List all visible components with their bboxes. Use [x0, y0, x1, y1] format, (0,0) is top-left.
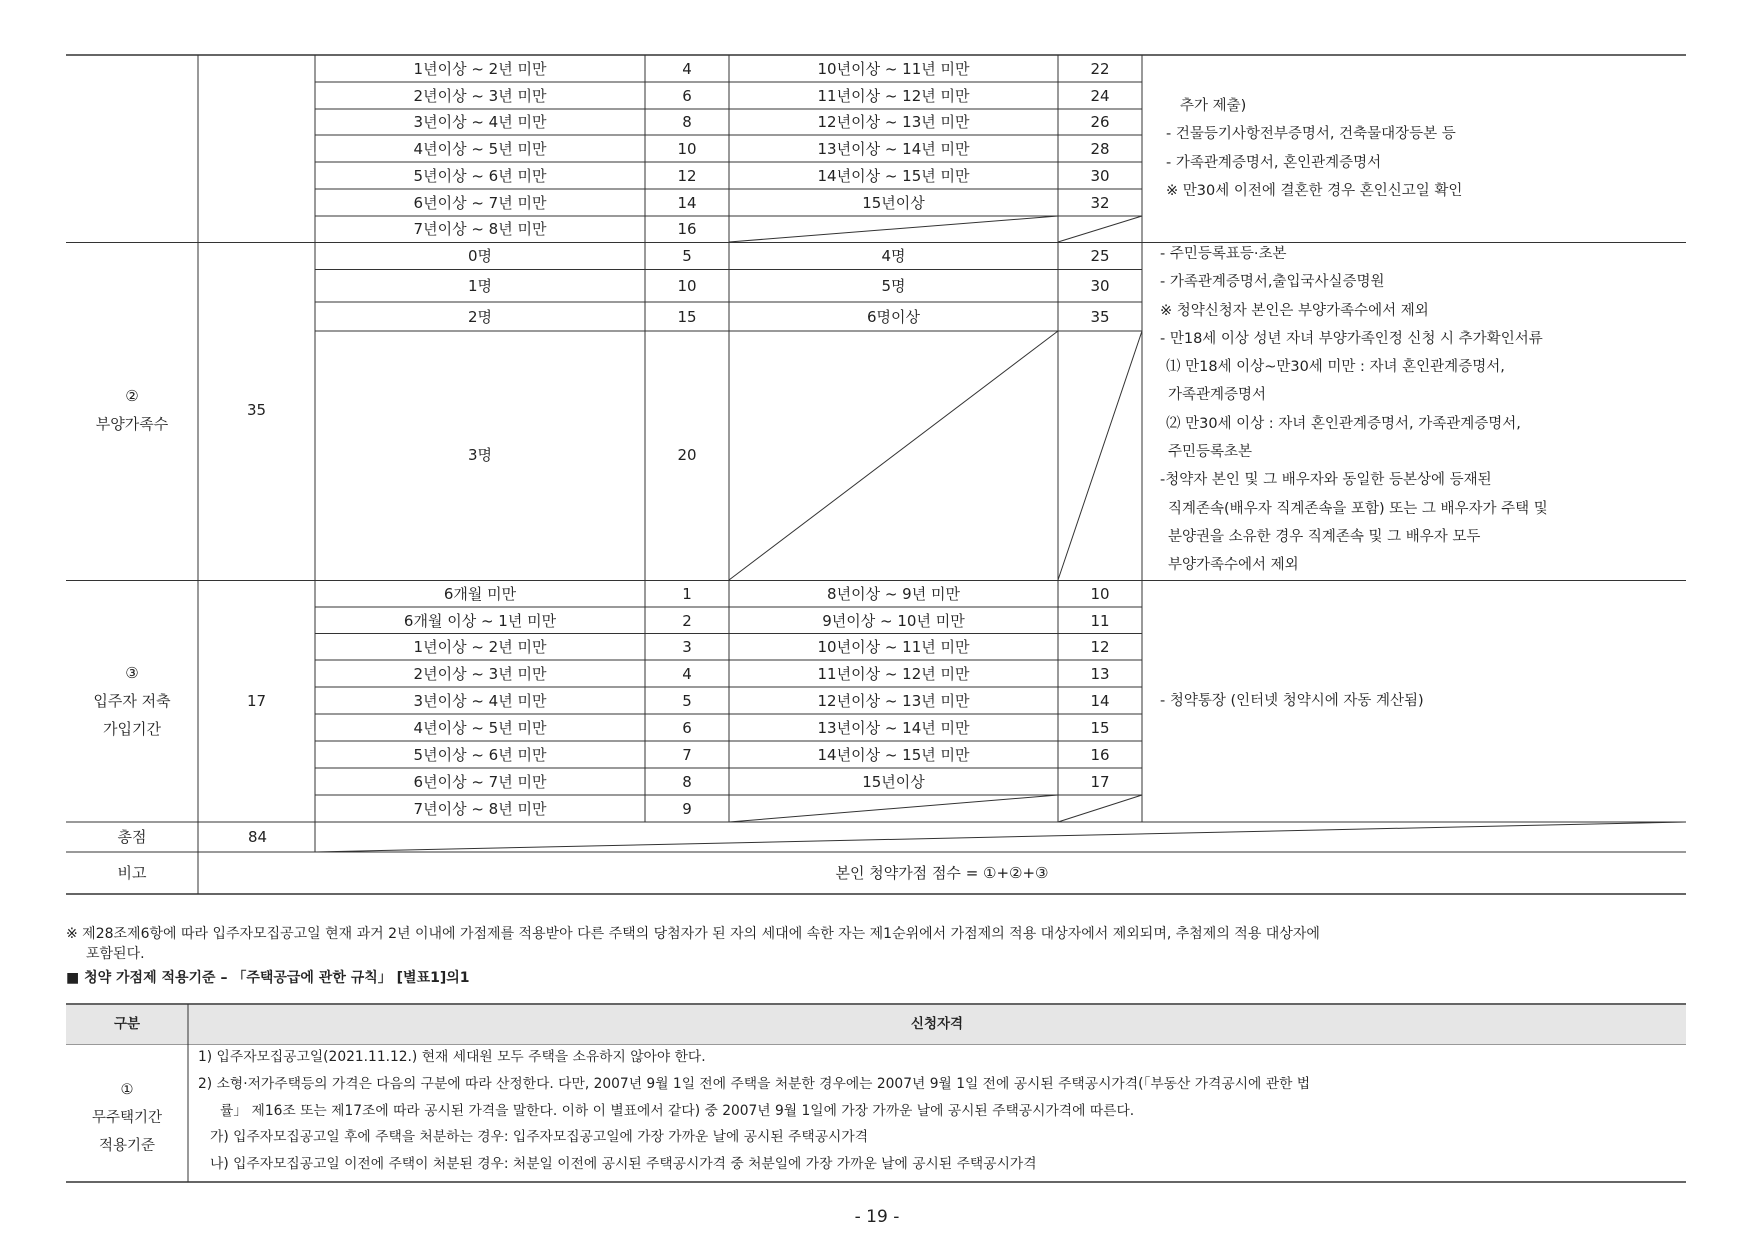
- range-cell: 6년이상 ~ 7년 미만: [413, 193, 547, 212]
- doc-line: ※ 청약신청자 본인은 부양가족수에서 제외: [1160, 302, 1429, 319]
- score-cell: 17: [1090, 772, 1110, 791]
- score-cell: 8: [682, 113, 692, 131]
- note-text: 본인 청약가점 점수 = ①+②+③: [835, 864, 1049, 882]
- score-cell: 15: [1090, 718, 1110, 737]
- category-number: ①: [120, 1082, 134, 1098]
- bottom-header-col2: 신청자격: [910, 1016, 964, 1032]
- range-cell: 2년이상 ~ 3년 미만: [413, 86, 547, 105]
- range-cell: 5년이상 ~ 6년 미만: [413, 166, 547, 185]
- doc-line: - 만18세 이상 성년 자녀 부양가족인정 신청 시 추가확인서류: [1160, 330, 1543, 347]
- marriage-docs: [1166, 92, 1462, 205]
- doc-line: 가족관계증명서: [1168, 387, 1267, 404]
- category-number: ②: [125, 387, 139, 405]
- score-cell: 6: [682, 86, 692, 105]
- score-cell: 32: [1090, 193, 1110, 212]
- range-cell: 4년이상 ~ 5년 미만: [413, 718, 547, 737]
- criteria-line: 1) 입주자모집공고일(2021.11.12.) 현재 세대원 모두 주택을 소유하지 않아야 한다.: [198, 1049, 706, 1065]
- range-cell: 1년이상 ~ 2년 미만: [413, 59, 547, 78]
- doc-line: -청약자 본인 및 그 배우자와 동일한 등본상에 등재된: [1160, 472, 1492, 489]
- doc-line: - 청약통장 (인터넷 청약시에 자동 계산됨): [1160, 693, 1424, 709]
- range-cell: 2명: [467, 307, 493, 326]
- category-dependents: [66, 380, 198, 440]
- criteria-line: 2) 소형·저가주택등의 가격은 다음의 구분에 따라 산정한다. 다만, 2007년 9월 1일 전에 주택을 처분한 경우에는 2007년 9월 1일 전에 공시된 주택공시가격(「부동산 가격공시에 관한 법: [198, 1075, 1311, 1092]
- range-cell: 10년이상 ~ 11년 미만: [817, 638, 970, 656]
- score-cell: 12: [677, 166, 697, 185]
- score-cell: 13: [1090, 664, 1110, 683]
- category-savings: [66, 656, 198, 746]
- range-cell: 12년이상 ~ 13년 미만: [817, 691, 970, 710]
- score-cell: 9: [682, 799, 692, 818]
- savings-docs: [1160, 687, 1424, 715]
- score-cell: 30: [1090, 166, 1110, 185]
- footnote-line-1: ※ 제28조제6항에 따라 입주자모집공고일 현재 과거 2년 이내에 가점제를 적용받아 다른 주택의 당첨자가 된 자의 세대에 속한 자는 제1순위에서 가점제의 적용 대상자에서 제외되며, 추첨제의 적용 대상자에: [66, 926, 1320, 942]
- criteria-line: 나) 입주자모집공고일 이전에 주택이 처분된 경우: 처분일 이전에 공시된 주택공시가격 중 처분일에 가장 가까운 날에 공시된 주택공시가격: [210, 1156, 1037, 1173]
- score-cell: 14: [1090, 691, 1110, 710]
- doc-line: - 가족관계증명서,출입국사실증명원: [1160, 274, 1385, 291]
- score-cell: 7: [682, 745, 692, 764]
- range-cell: 15년이상: [862, 772, 925, 791]
- bottom-header-col1: 구분: [113, 1016, 141, 1032]
- range-cell: 11년이상 ~ 12년 미만: [817, 664, 970, 683]
- score-cell: 10: [1090, 585, 1110, 603]
- range-cell: 2년이상 ~ 3년 미만: [413, 664, 547, 683]
- score-cell: 25: [1090, 247, 1110, 265]
- score-cell: 28: [1090, 139, 1110, 158]
- category-label: 가입기간: [103, 720, 161, 738]
- range-cell: 0명: [467, 247, 493, 265]
- range-cell: 3년이상 ~ 4년 미만: [413, 113, 547, 131]
- doc-line: - 주민등록표등·초본: [1160, 246, 1287, 262]
- score-cell: 10: [677, 139, 697, 158]
- score-cell: 12: [1090, 638, 1110, 656]
- category-label: 입주자 저축: [93, 692, 171, 710]
- range-cell: 8년이상 ~ 9년 미만: [827, 585, 960, 603]
- doc-line: 추가 제출): [1180, 98, 1247, 114]
- score-cell: 15: [677, 307, 697, 326]
- range-cell: 13년이상 ~ 14년 미만: [817, 139, 970, 158]
- score-cell: 16: [1090, 745, 1110, 764]
- range-cell: 6년이상 ~ 7년 미만: [413, 772, 547, 791]
- range-cell: 10년이상 ~ 11년 미만: [817, 59, 970, 78]
- score-cell: 2: [682, 611, 692, 630]
- score-cell: 30: [1090, 277, 1110, 295]
- bottom-category: [66, 1070, 188, 1166]
- category-label: 부양가족수: [95, 415, 169, 433]
- range-cell: 14년이상 ~ 15년 미만: [817, 166, 970, 185]
- score-cell: 5: [682, 247, 692, 265]
- bottom-criteria-lines: [198, 1044, 1310, 1178]
- score-cell: 11: [1090, 611, 1110, 630]
- range-cell: 1명: [467, 277, 493, 295]
- range-cell: 11년이상 ~ 12년 미만: [817, 86, 970, 105]
- range-cell: 6명이상: [866, 307, 920, 326]
- range-cell: 13년이상 ~ 14년 미만: [817, 718, 970, 737]
- score-cell: 16: [677, 220, 697, 238]
- range-cell: 4명: [881, 247, 906, 265]
- category-label: 무주택기간: [91, 1110, 163, 1126]
- score-cell: 8: [682, 772, 692, 791]
- doc-line: - 건물등기사항전부증명서, 건축물대장등본 등: [1166, 126, 1456, 143]
- range-cell: 3명: [467, 446, 493, 464]
- range-cell: 9년이상 ~ 10년 미만: [822, 611, 965, 630]
- range-cell: 7년이상 ~ 8년 미만: [413, 220, 547, 238]
- doc-line: ⑴ 만18세 이상~만30세 미만 : 자녀 혼인관계증명서,: [1166, 359, 1505, 376]
- doc-line: 직계존속(배우자 직계존속을 포함) 또는 그 배우자가 주택 및: [1168, 500, 1548, 517]
- doc-line: 분양권을 소유한 경우 직계존속 및 그 배우자 모두: [1168, 528, 1481, 545]
- range-cell: 4년이상 ~ 5년 미만: [413, 139, 547, 158]
- doc-line: ※ 만30세 이전에 결혼한 경우 혼인신고일 확인: [1166, 182, 1463, 199]
- range-cell: 15년이상: [862, 193, 925, 212]
- score-cell: 3: [682, 638, 692, 656]
- score-cell: 20: [677, 446, 697, 464]
- criteria-line: 률」 제16조 또는 제17조에 따라 공시된 가격을 말한다. 이하 이 별표에서 같다) 중 2007년 9월 1일에 가장 가까운 날에 공시된 주택공시가격에 따른다.: [220, 1102, 1135, 1119]
- score-cell: 14: [677, 193, 697, 212]
- category-number: ③: [125, 664, 139, 682]
- range-cell: 12년이상 ~ 13년 미만: [817, 113, 970, 131]
- footnote-line-2: 포함된다.: [86, 946, 145, 962]
- score-cell: 6: [682, 718, 692, 737]
- max-score: 17: [246, 692, 267, 710]
- score-cell: 4: [682, 59, 692, 78]
- score-cell: 24: [1090, 86, 1110, 105]
- range-cell: 1년이상 ~ 2년 미만: [413, 638, 547, 656]
- range-cell: 7년이상 ~ 8년 미만: [413, 799, 547, 818]
- total-label: 총점: [117, 828, 147, 846]
- score-cell: 26: [1090, 113, 1110, 131]
- criteria-line: 가) 입주자모집공고일 후에 주택을 처분하는 경우: 입주자모집공고일에 가장 가까운 날에 공시된 주택공시가격: [210, 1129, 869, 1146]
- score-cell: 1: [682, 585, 692, 603]
- dependents-docs: [1160, 240, 1548, 580]
- doc-line: 부양가족수에서 제외: [1168, 557, 1299, 574]
- range-cell: 5년이상 ~ 6년 미만: [413, 745, 547, 764]
- note-label: 비고: [117, 864, 147, 882]
- range-cell: 6개월 이상 ~ 1년 미만: [403, 611, 557, 630]
- range-cell: 14년이상 ~ 15년 미만: [817, 745, 970, 764]
- max-score: 35: [246, 401, 267, 419]
- score-cell: 35: [1090, 307, 1110, 326]
- total-value: 84: [248, 828, 268, 846]
- score-cell: 22: [1090, 59, 1110, 78]
- category-label: 적용기준: [98, 1138, 156, 1154]
- range-cell: 5명: [881, 277, 906, 295]
- section-heading: ■ 청약 가점제 적용기준 – 「주택공급에 관한 규칙」 [별표1]의1: [66, 970, 470, 986]
- score-cell: 4: [682, 664, 692, 683]
- score-cell: 10: [677, 277, 697, 295]
- score-cell: 5: [682, 691, 692, 710]
- page-number: - 19 -: [854, 1207, 900, 1227]
- range-cell: 6개월 미만: [443, 585, 517, 603]
- doc-line: 주민등록초본: [1168, 444, 1253, 461]
- doc-line: ⑵ 만30세 이상 : 자녀 혼인관계증명서, 가족관계증명서,: [1166, 415, 1521, 432]
- doc-line: - 가족관계증명서, 혼인관계증명서: [1166, 154, 1382, 171]
- range-cell: 3년이상 ~ 4년 미만: [413, 691, 547, 710]
